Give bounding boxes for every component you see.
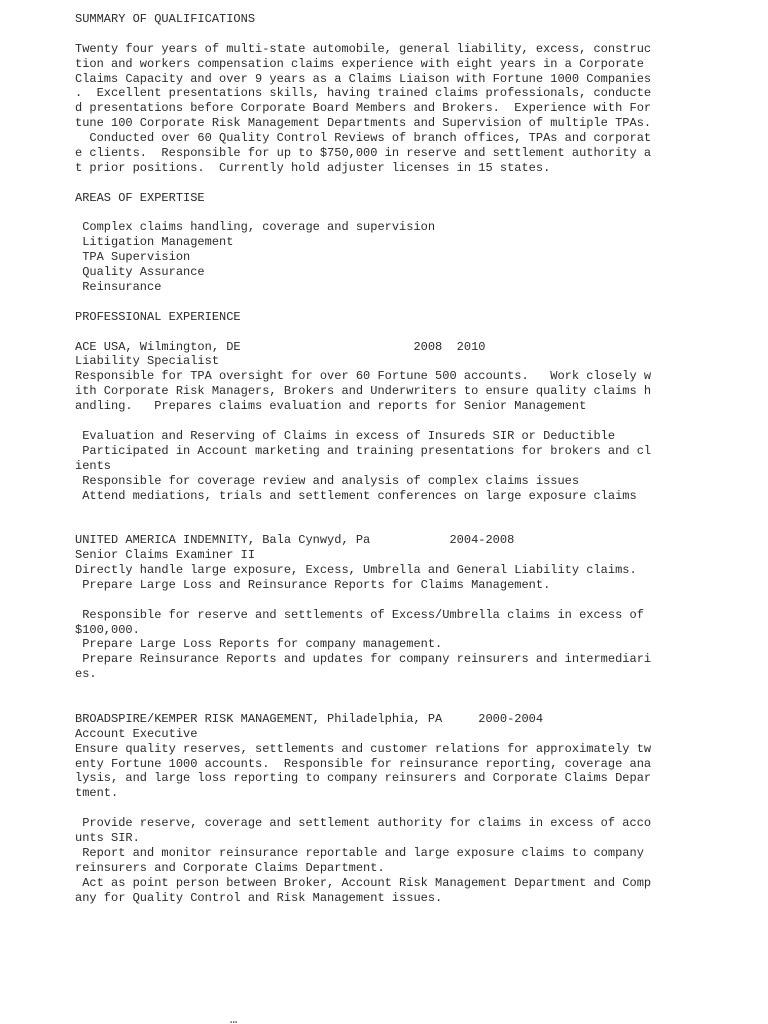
document-line: Provide reserve, coverage and settlement authority for claims in excess of acco	[75, 816, 652, 831]
document-line: BROADSPIRE/KEMPER RISK MANAGEMENT, Philadelphia, PA 2000-2004	[75, 711, 544, 726]
document-line: tment.	[75, 786, 119, 801]
document-line: t prior positions. Currently hold adjuster licenses in 15 states.	[75, 160, 551, 175]
document-line: Complex claims handling, coverage and supervision	[75, 220, 436, 235]
document-line: Liability Specialist	[75, 354, 220, 369]
document-line: SUMMARY OF QUALIFICATIONS	[75, 12, 256, 26]
document-line	[75, 593, 695, 608]
document-line: Quality Assurance	[75, 265, 205, 280]
document-line: Responsible for coverage review and analysis of complex claims issues	[75, 473, 580, 488]
document-line	[75, 414, 695, 429]
document-line	[75, 176, 695, 191]
document-line: Prepare Reinsurance Reports and updates for company reinsurers and intermediari	[75, 652, 652, 667]
document-line: ients	[75, 458, 112, 473]
document-line: lysis, and large loss reporting to company reinsurers and Corporate Claims Depar	[75, 771, 652, 786]
document-line: Act as point person between Broker, Account Risk Management Department and Comp	[75, 875, 652, 890]
document-line: PROFESSIONAL EXPERIENCE	[75, 309, 241, 324]
document-line	[75, 697, 695, 712]
document-line: andling. Prepares claims evaluation and reports for Senior Management	[75, 399, 587, 414]
document-line: Participated in Account marketing and training presentations for brokers and cl	[75, 443, 652, 458]
document-line: Responsible for reserve and settlements of Excess/Umbrella claims in excess of	[75, 607, 644, 622]
document-line	[75, 801, 695, 816]
document-line	[75, 325, 695, 340]
document-line: Ensure quality reserves, settlements and customer relations for approximately tw	[75, 741, 652, 756]
document-line	[75, 503, 695, 518]
document-line: d presentations before Corporate Board Members and Brokers. Experience with For	[75, 101, 652, 116]
document-line: ith Corporate Risk Managers, Brokers and Underwriters to ensure quality claims h	[75, 384, 652, 399]
document-line: UNITED AMERICA INDEMNITY, Bala Cynwyd, Pa 2004-2008	[75, 533, 515, 548]
document-line: reinsurers and Corporate Claims Department.	[75, 860, 385, 875]
document-line	[75, 206, 695, 221]
document-line: Senior Claims Examiner II	[75, 548, 256, 563]
document-line: ACE USA, Wilmington, DE 2008 2010	[75, 339, 486, 354]
document-line: es.	[75, 667, 97, 682]
document-line: e clients. Responsible for up to $750,000 in reserve and settlement authority a	[75, 146, 652, 161]
document-line: enty Fortune 1000 accounts. Responsible for reinsurance reporting, coverage ana	[75, 756, 652, 771]
document-line	[75, 295, 695, 310]
document-line	[75, 518, 695, 533]
document-line: unts SIR.	[75, 830, 140, 845]
document-line: Litigation Management	[75, 235, 234, 250]
document-line: . Excellent presentations skills, having trained claims professionals, conducte	[75, 86, 652, 101]
resume-document	[75, 12, 695, 905]
document-line: any for Quality Control and Risk Management issues.	[75, 890, 443, 905]
document-line: Reinsurance	[75, 280, 162, 295]
document-line: Report and monitor reinsurance reportable and large exposure claims to company	[75, 845, 644, 860]
document-line	[75, 27, 695, 42]
document-line: tion and workers compensation claims experience with eight years in a Corporate	[75, 56, 644, 71]
document-line: Claims Capacity and over 9 years as a Claims Liaison with Fortune 1000 Companies	[75, 71, 652, 86]
document-line: TPA Supervision	[75, 250, 191, 265]
document-line: Directly handle large exposure, Excess, Umbrella and General Liability claims.	[75, 562, 637, 577]
document-line: Twenty four years of multi-state automobile, general liability, excess, construc	[75, 41, 652, 56]
document-line: $100,000.	[75, 622, 140, 637]
document-line	[75, 682, 695, 697]
page-bottom-fragment: ⋯	[230, 1016, 238, 1024]
document-line: Prepare Large Loss and Reinsurance Reports for Claims Management.	[75, 577, 551, 592]
document-line: Prepare Large Loss Reports for company management.	[75, 637, 443, 652]
document-line: AREAS OF EXPERTISE	[75, 190, 205, 205]
document-line: Conducted over 60 Quality Control Reviews of branch offices, TPAs and corporat	[75, 131, 652, 146]
document-line: tune 100 Corporate Risk Management Departments and Supervision of multiple TPAs.	[75, 116, 652, 131]
document-line: Attend mediations, trials and settlement conferences on large exposure claims	[75, 488, 637, 503]
document-line: Responsible for TPA oversight for over 60 Fortune 500 accounts. Work closely w	[75, 369, 652, 384]
document-line: Evaluation and Reserving of Claims in excess of Insureds SIR or Deductible	[75, 428, 616, 443]
document-line: Account Executive	[75, 726, 198, 741]
